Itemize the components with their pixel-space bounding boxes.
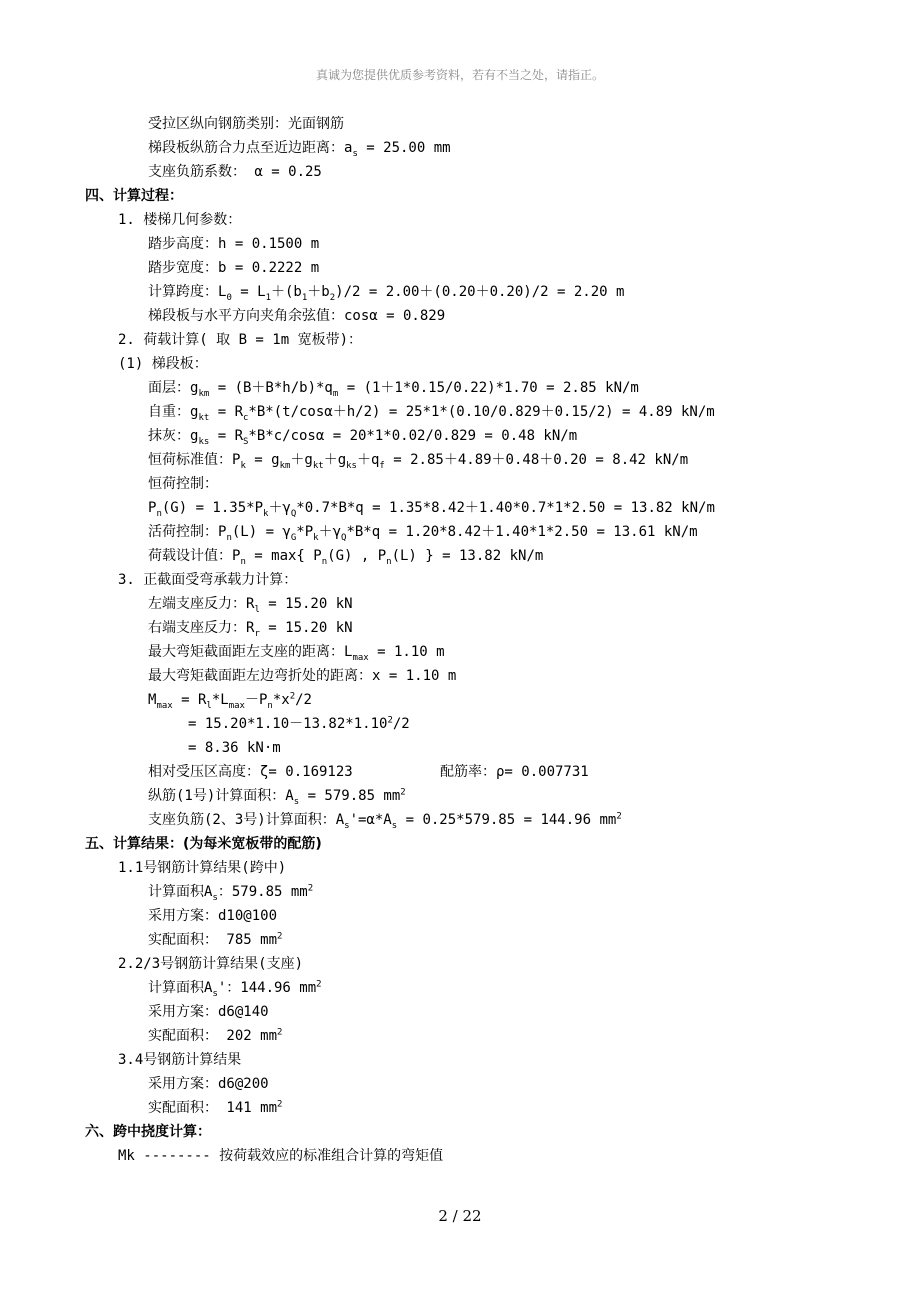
mk-line: Mk -------- 按荷载效应的标准组合计算的弯矩值 (118, 1148, 444, 1164)
section-4-title: 四、计算过程： (85, 188, 183, 204)
as1-line: 纵筋(1号)计算面积：$A_s = 579.85$ $mm^2$ (148, 787, 406, 807)
as-distance-line: 梯段板纵筋合力点至近边距离：$a_s = 25.00$ mm (148, 140, 451, 159)
mmax-line-1: $M_{max} = R_l*L_{max}-P_n*x^2/2$ (148, 691, 312, 711)
result-3-plan: 采用方案：d6@200 (148, 1076, 269, 1092)
mmax-line-2: = $15.20*1.10-13.82*1.10^2/2$ (188, 715, 410, 732)
result-1-title: 1.1号钢筋计算结果(跨中) (118, 860, 287, 876)
dead-control-label: 恒荷控制： (148, 476, 218, 492)
result-1-area: 计算面积$A_s$：579.85 $mm^2$ (148, 883, 314, 903)
result-2-plan: 采用方案：d6@140 (148, 1004, 269, 1020)
geometry-title: 1. 楼梯几何参数： (118, 212, 242, 228)
step-width-line: 踏步宽度：b = 0.2222 m (148, 260, 320, 276)
mmax-line-3: = 8.36 kN·m (188, 740, 281, 756)
bending-title: 3. 正截面受弯承载力计算： (118, 572, 298, 588)
result-2-title: 2.2/3号钢筋计算结果(支座) (118, 956, 304, 972)
x-line: 最大弯矩截面距左边弯折处的距离：x = 1.10 m (148, 668, 457, 684)
page-header: 真诚为您提供优质参考资料，若有不当之处，请指正。 (315, 68, 604, 82)
load-title: 2. 荷载计算( 取 B = 1m 宽板带)： (118, 332, 363, 348)
result-3-title: 3.4号钢筋计算结果 (118, 1052, 242, 1068)
gks-line: 抹灰：$g_{ks} = R_S*B*c/\cos\alpha = 20*1*0.02/0.829 = 0.48$ kN/m (148, 428, 578, 447)
page-number: 2 / 22 (438, 1207, 482, 1225)
rho-line: 配筋率：ρ= 0.007731 (440, 764, 589, 780)
gkt-line: 自重：$g_{kt} = R_c*B*(t/\cos\alpha+h/2) = 25*1*(0.10/0.829+0.15/2) = 4.89$ kN/m (148, 404, 715, 423)
result-1-plan: 采用方案：d10@100 (148, 908, 278, 924)
span-line: 计算跨度：$L_0 = L_1+(b_1+b_2)/2 = 2.00+(0.20+0.20)/2 = 2.20$ m (148, 284, 625, 303)
result-3-actual: 实配面积： 141 $mm^2$ (148, 1099, 283, 1116)
gkm-line: 面层：$g_{km} = (B+B*h/b)*q_m = (1+1*0.15/0.22)*1.70 = 2.85$ kN/m (148, 380, 639, 399)
result-2-actual: 实配面积： 202 $mm^2$ (148, 1027, 283, 1044)
png-line: $P_n(G) = 1.35*P_k+\gamma_Q*0.7*B*q = 1.35*8.42+1.40*0.7*1*2.50 = 13.82$ kN/m (148, 500, 715, 519)
section-5-title: 五、计算结果：(为每米宽板带的配筋) (85, 836, 322, 852)
section-6-title: 六、跨中挠度计算： (85, 1124, 211, 1140)
result-2-area: 计算面积$A_s'$：144.96 $mm^2$ (148, 979, 322, 999)
as2-line: 支座负筋(2、3号)计算面积：$A_s'=\alpha*A_s = 0.25*579.85 = 144.96$ $mm^2$ (148, 811, 622, 831)
rr-line: 右端支座反力：$R_r = 15.20$ kN (148, 620, 353, 639)
rl-line: 左端支座反力：$R_l = 15.20$ kN (148, 596, 353, 615)
rebar-type-line: 受拉区纵向钢筋类别：光面钢筋 (148, 116, 344, 132)
lmax-line: 最大弯矩截面距左支座的距离：$L_{max} = 1.10$ m (148, 644, 445, 663)
result-1-actual: 实配面积： 785 $mm^2$ (148, 931, 283, 948)
pn-line: 荷载设计值：$P_n = \max${ $P_n(G)$ , $P_n(L)$ } = 13.82 kN/m (148, 548, 544, 567)
step-height-line: 踏步高度：h = 0.1500 m (148, 236, 320, 252)
pnl-line: 活荷控制：$P_n(L) = \gamma_G*P_k+\gamma_Q*B*q = 1.20*8.42+1.40*1*2.50 = 13.61$ kN/m (148, 524, 698, 543)
slab-title: (1) 梯段板： (118, 356, 208, 372)
pk-line: 恒荷标准值：$P_k = g_{km}+g_{kt}+g_{ks}+q_f = 2.85+4.89+0.48+0.20 = 8.42$ kN/m (148, 452, 689, 471)
xi-line: 相对受压区高度：ζ= 0.169123 (148, 764, 353, 780)
cos-line: 梯段板与水平方向夹角余弦值：cosα = 0.829 (148, 308, 446, 324)
alpha-line: 支座负筋系数： α = 0.25 (148, 164, 322, 180)
